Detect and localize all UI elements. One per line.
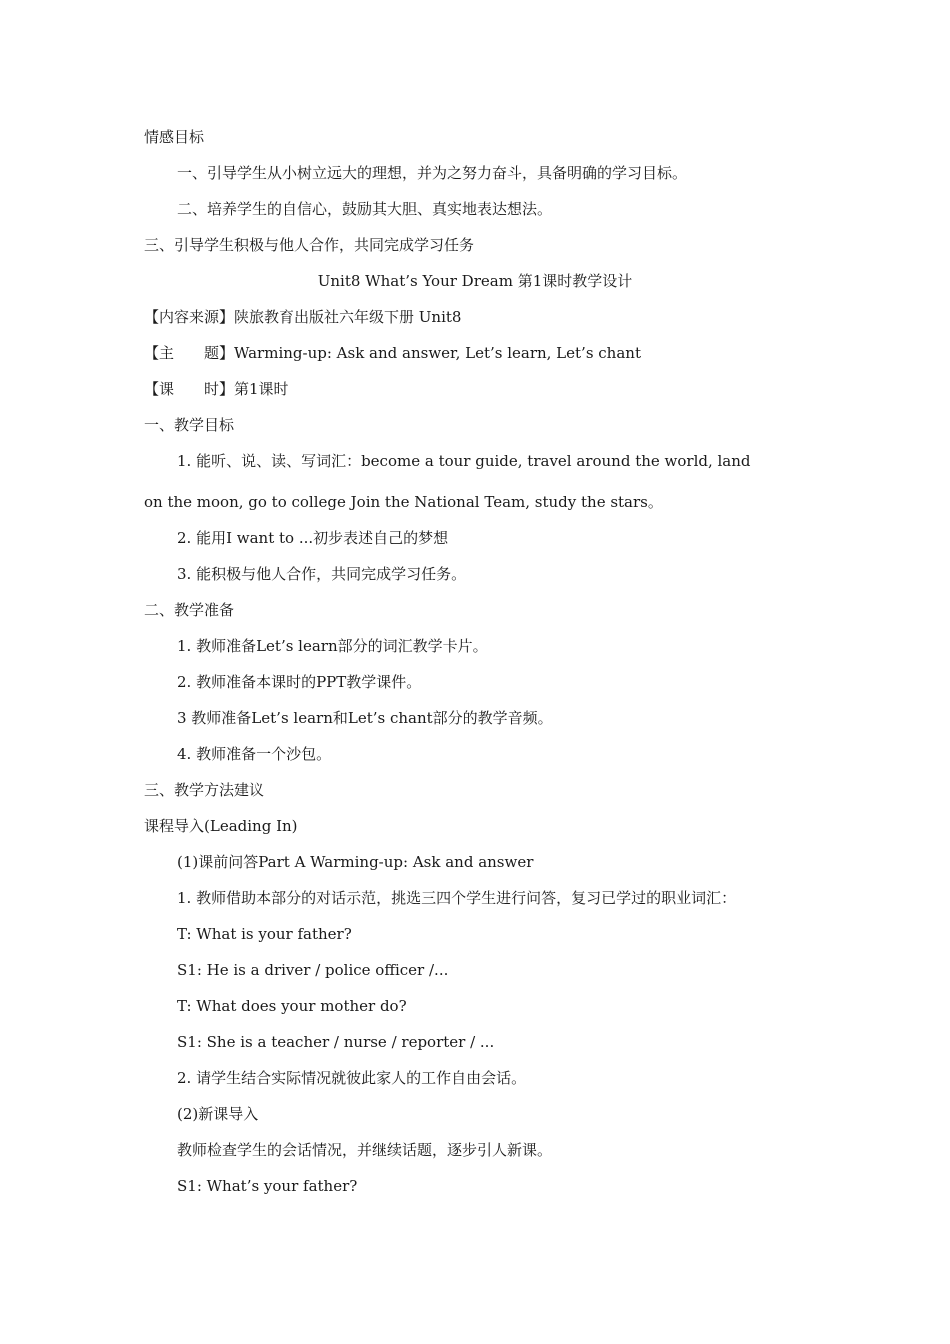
list-item: 4. 教师准备一个沙包。 <box>177 745 332 763</box>
dialogue-line: S1: What’s your father? <box>177 1177 358 1195</box>
list-item: 1. 教师借助本部分的对话示范，挑选三四个学生进行问答，复习已学过的职业词汇： <box>177 889 737 907</box>
dialogue-line: S1: She is a teacher / nurse / reporter / ... <box>177 1033 495 1051</box>
section-heading: 二、教学准备 <box>144 601 235 619</box>
meta-topic: 【主 题】Warming-up: Ask and answer, Let’s learn, Let’s chant <box>144 344 641 362</box>
section-heading: 三、教学方法建议 <box>144 781 265 799</box>
list-item: 1. 教师准备Let’s learn部分的词汇教学卡片。 <box>177 637 488 655</box>
dialogue-line: S1: He is a driver / police officer /... <box>177 961 449 979</box>
list-item: 3. 能积极与他人合作，共同完成学习任务。 <box>177 565 467 583</box>
subsection-heading: 课程导入(Leading In) <box>144 817 298 835</box>
heading-emotional-goals: 情感目标 <box>144 128 205 146</box>
list-item: 3 教师准备Let’s learn和Let’s chant部分的教学音频。 <box>177 709 553 727</box>
section-heading: 一、教学目标 <box>144 416 235 434</box>
meta-source: 【内容来源】陕旅教育出版社六年级下册 Unit8 <box>144 308 462 326</box>
list-item: 2. 能用I want to ...初步表述自己的梦想 <box>177 529 449 547</box>
paragraph: 二、培养学生的自信心，鼓励其大胆、真实地表达想法。 <box>177 200 553 218</box>
meta-period: 【课 时】第1课时 <box>144 380 289 398</box>
dialogue-line: T: What is your father? <box>177 925 352 943</box>
dialogue-line: T: What does your mother do? <box>177 997 407 1015</box>
paragraph: (1)课前问答Part A Warming-up: Ask and answer <box>177 853 534 871</box>
paragraph: 教师检查学生的会话情况，并继续话题，逐步引人新课。 <box>177 1141 553 1159</box>
list-item-continuation: on the moon, go to college Join the National Team, study the stars。 <box>144 493 663 511</box>
list-item: 2. 请学生结合实际情况就彼此家人的工作自由会话。 <box>177 1069 527 1087</box>
lesson-title: Unit8 What’s Your Dream 第1课时教学设计 <box>317 272 633 290</box>
list-item: 1. 能听、说、读、写词汇：become a tour guide, travel around the world, land <box>177 452 751 470</box>
paragraph: 一、引导学生从小树立远大的理想，并为之努力奋斗，具备明确的学习目标。 <box>177 164 688 182</box>
paragraph: (2)新课导入 <box>177 1105 259 1123</box>
paragraph: 三、引导学生积极与他人合作，共同完成学习任务 <box>144 236 475 254</box>
list-item: 2. 教师准备本课时的PPT教学课件。 <box>177 673 422 691</box>
